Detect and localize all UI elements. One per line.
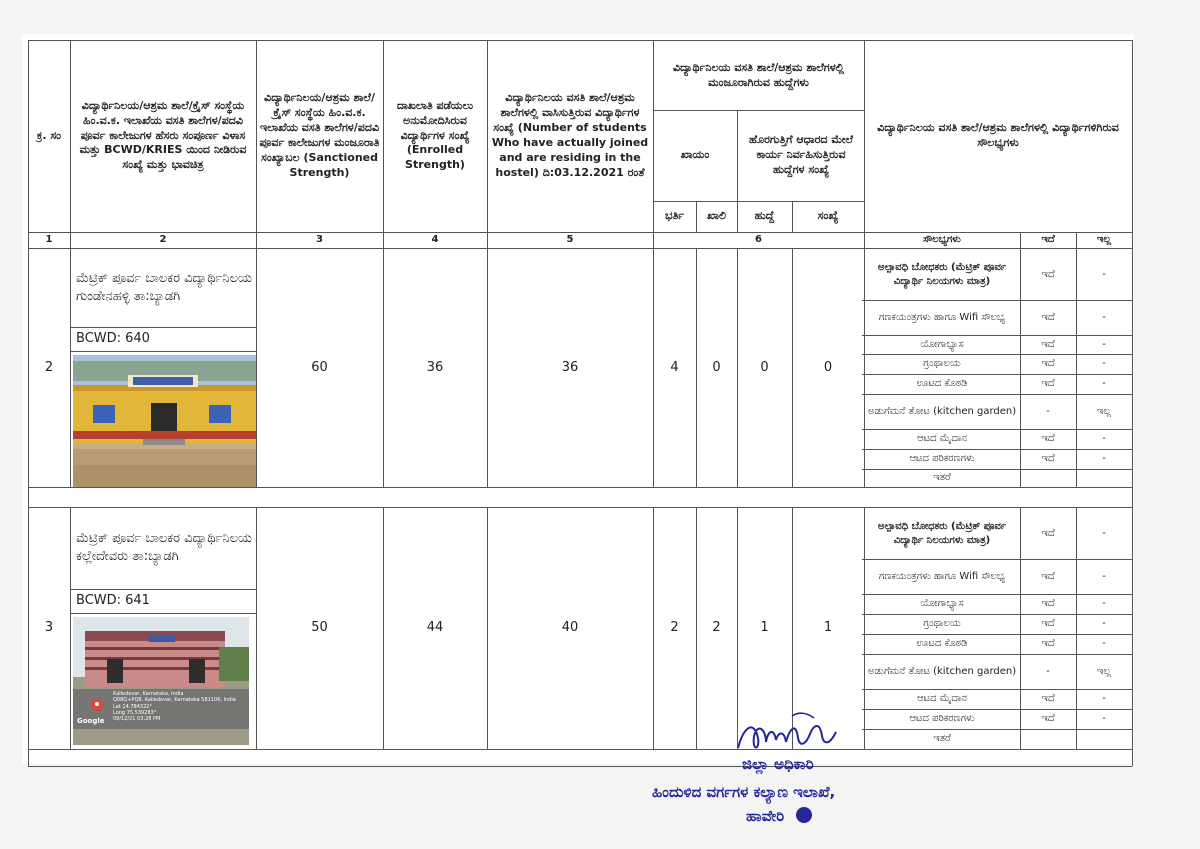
facility-yes: ಇದೆ [1041, 618, 1055, 630]
facility-name: ಅಲ್ಪಾವಧಿ ಬೋಧಕರು (ಮೆಟ್ರಿಕ್ ಪೂರ್ವ ವಿದ್ಯಾರ್ಥಿ ನಿಲಯಗಳು ಮಾತ್ರ) [877, 521, 1007, 546]
facility-name: ಅಡುಗೆಮನೆ ತೋಟ (kitchen garden) [867, 665, 1017, 677]
facility-yes: - [1046, 665, 1050, 677]
residing-value: 40 [561, 620, 579, 636]
header-residing: ವಿದ್ಯಾರ್ಥಿನಿಲಯ ವಸತಿ ಶಾಲೆ/ಆಶ್ರಮ ಶಾಲೆಗಳಲ್ಲಿ ವಾಸಿಸುತ್ತಿರುವ ವಿದ್ಯಾರ್ಥಿಗಳ ಸಂಖ್ಯೆ (Number of students Who have actually joined and are residing in the hostel) ದಿ:03.12.2021 ರಂತೆ [491, 91, 649, 179]
stamp-line-2: ಹಿಂದುಳಿದ ವರ್ಗಗಳ ಕಲ್ಯಾಣ ಇಲಾಖೆ, [652, 783, 836, 801]
facility-no: - [1102, 638, 1106, 650]
facility-no: - [1102, 570, 1106, 582]
facilities-yes-label: ಇದೆ [1041, 234, 1055, 246]
grid-line [864, 507, 865, 749]
header-serial: ಕ್ರ. ಸಂ [36, 128, 62, 142]
header-sanctioned: ವಿದ್ಯಾರ್ಥಿನಿಲಯ/ಆಶ್ರಮ ಶಾಲೆ/ಕ್ರೈಸ್ ಸಂಸ್ಥೆಯ ಹಿಂ.ವ.ಕ. ಇಲಾಖೆಯ ವಸತಿ ಶಾಲೆಗಳ/ಪದವಿ ಪೂರ್ವ ಕಾಲೇಜುಗಳ ಮಂಜೂರಾತಿ ಸಂಖ್ಯಾಬಲ (Sanctioned Strength) [259, 91, 380, 179]
outsourced-count-value: 1 [823, 620, 833, 636]
hostel-code: BCWD: 641 [76, 593, 150, 609]
outsourced-post-value: 0 [760, 359, 769, 375]
facility-no: - [1102, 358, 1106, 370]
header-permanent: ಖಾಯಂ [680, 148, 710, 162]
facility-yes: ಇದೆ [1041, 358, 1055, 370]
facility-yes: ಇದೆ [1041, 527, 1055, 539]
facility-no [1076, 469, 1132, 487]
enrolled-value: 36 [426, 359, 444, 375]
grid-line [1132, 40, 1133, 766]
signature [732, 708, 842, 760]
facility-no: - [1102, 713, 1106, 725]
header-post: ಹುದ್ದೆ [754, 209, 775, 223]
col-number: 5 [566, 234, 574, 246]
hostel-photo [73, 617, 249, 745]
header-filled: ಭರ್ತಿ [664, 209, 685, 223]
facility-yes: ಇದೆ [1041, 598, 1055, 610]
header-posts: ವಿದ್ಯಾರ್ಥಿನಿಲಯ ವಸತಿ ಶಾಲೆ/ಆಶ್ರಮ ಶಾಲೆಗಳಲ್ಲಿ ಮಂಜೂರಾಗಿರುವ ಹುದ್ದೆಗಳು [672, 61, 845, 89]
grid-line [70, 351, 256, 352]
facility-name: ಊಟದ ಕೊಠಡಿ [916, 378, 968, 390]
vacant-value: 2 [712, 620, 721, 636]
facilities-no-label: ಇಲ್ಲ [1096, 234, 1112, 246]
facility-no: - [1102, 598, 1106, 610]
facility-yes: ಇದೆ [1041, 268, 1055, 280]
facility-name: ಆಟದ ಮೈದಾನ [917, 433, 967, 445]
facility-name: ಗಣಕಯಂತ್ರಗಳು ಹಾಗೂ Wifi ಸೌಲಭ್ಯ [878, 311, 1006, 323]
col-number: 3 [316, 234, 323, 246]
header-outsourced: ಹೊರಗುತ್ತಿಗೆ ಆಧಾರದ ಮೇಲೆ ಕಾರ್ಯ ನಿರ್ವಹಿಸುತ್ತಿರುವ ಹುದ್ದೆಗಳ ಸಂಖ್ಯೆ [749, 133, 853, 176]
hostel-code: BCWD: 640 [76, 331, 150, 347]
filled-value: 4 [670, 359, 679, 375]
facility-name: ಊಟದ ಕೊಠಡಿ [916, 638, 968, 650]
row-serial: 3 [44, 620, 54, 636]
facility-yes [1020, 729, 1076, 749]
col-number: 4 [431, 234, 439, 246]
facility-name: ಆಟದ ಪರಿಕರಣಗಳು [909, 453, 975, 465]
facility-no: - [1102, 338, 1106, 350]
facility-no: - [1102, 618, 1106, 630]
facility-no: - [1102, 311, 1106, 323]
facility-yes: ಇದೆ [1041, 453, 1055, 465]
facility-yes: ಇದೆ [1041, 311, 1055, 323]
facility-no: - [1102, 693, 1106, 705]
hostel-name: ಮೆಟ್ರಿಕ್ ಪೂರ್ವ ಬಾಲಕರ ವಿದ್ಯಾರ್ಥಿನಿಲಯ ಗುಂಡೇನಹಳ್ಳಿ ತಾ:ಬ್ಯಾಡಗಿ [76, 270, 252, 304]
facility-name: ಯೋಗಾಭ್ಯಾಸ [920, 338, 964, 350]
residing-value: 36 [561, 359, 579, 375]
facility-name: ಯೋಗಾಭ್ಯಾಸ [920, 598, 964, 610]
enrolled-value: 44 [426, 620, 444, 636]
facilities-label: ಸೌಲಭ್ಯಗಳು [923, 234, 961, 246]
grid-line [70, 613, 256, 614]
facility-yes: ಇದೆ [1041, 693, 1055, 705]
outsourced-count-value: 0 [823, 359, 833, 375]
facility-yes: ಇದೆ [1041, 433, 1055, 445]
facility-no: ಇಲ್ಲ [1096, 665, 1112, 677]
stamp-line-3: ಹಾವೇರಿ [746, 807, 785, 825]
facility-yes: ಇದೆ [1041, 713, 1055, 725]
document-sheet [22, 34, 1134, 764]
facility-name: ಗಣಕಯಂತ್ರಗಳು ಹಾಗೂ Wifi ಸೌಲಭ್ಯ [878, 570, 1006, 582]
header-name: ವಿದ್ಯಾರ್ಥಿನಿಲಯ/ಆಶ್ರಮ ಶಾಲೆ/ಕ್ರೈಸ್ ಸಂಸ್ಥೆಯ ಹಿಂ.ವ.ಕ. ಇಲಾಖೆಯ ವಸತಿ ಶಾಲೆಗಳ/ಪದವಿ ಪೂರ್ವ ಕಾಲೇಜುಗಳ ಹೆಸರು ಸಂಪೂರ್ಣ ವಿಳಾಸ ಮತ್ತು BCWD/KRIES ಯಿಂದ ನೀಡಿರುವ ಸಂಖ್ಯೆ ಮತ್ತು ಭಾವಚಿತ್ರ [79, 98, 247, 172]
grid-line [28, 749, 1132, 750]
grid-line [28, 40, 1132, 41]
facility-no: - [1102, 268, 1106, 280]
facility-name: ಗ್ರಂಥಾಲಯ [923, 618, 961, 630]
facility-name: ಅಡುಗೆಮನೆ ತೋಟ (kitchen garden) [867, 405, 1017, 417]
photo-geotag: Kalledevar, Karnataka, India Q08Q+PQ8, Kalledevar, Karnataka 581106, India Lat 14.784322° Long 75.539283° 09/12/21 03:28 PM [113, 691, 236, 722]
grid-line [28, 766, 1132, 767]
grid-line [28, 487, 1132, 488]
hostel-photo [73, 355, 256, 487]
header-count: ಸಂಖ್ಯೆ [817, 209, 839, 223]
facility-name: ಅಲ್ಪಾವಧಿ ಬೋಧಕರು (ಮೆಟ್ರಿಕ್ ಪೂರ್ವ ವಿದ್ಯಾರ್ಥಿ ನಿಲಯಗಳು ಮಾತ್ರ) [877, 262, 1007, 287]
header-facilities: ವಿದ್ಯಾರ್ಥಿನಿಲಯ ವಸತಿ ಶಾಲೆ/ಆಶ್ರಮ ಶಾಲೆಗಳಲ್ಲಿ ವಿದ್ಯಾರ್ಥಿಗಳಿಗಿರುವ ಸೌಲಭ್ಯಗಳು [877, 121, 1119, 149]
facility-no [1076, 729, 1132, 749]
facility-no: ಇಲ್ಲ [1096, 405, 1112, 417]
sanctioned-value: 60 [311, 359, 328, 375]
facility-yes: ಇದೆ [1041, 338, 1055, 350]
facility-yes: ಇದೆ [1041, 570, 1055, 582]
header-vacant: ಖಾಲಿ [707, 209, 726, 223]
outsourced-post-value: 1 [760, 620, 769, 636]
facility-no: - [1102, 527, 1106, 539]
facility-name: ಆಟದ ಮೈದಾನ [917, 693, 967, 705]
header-enrolled: ದಾಖಲಾತಿ ಪಡೆಯಲು ಅನುಮೋದಿಸಿರುವ ವಿದ್ಯಾರ್ಥಿಗಳ ಸಂಖ್ಯೆ (Enrolled Strength) [396, 98, 474, 172]
col-number: 6 [755, 234, 762, 246]
facility-yes: - [1046, 405, 1050, 417]
facility-no: - [1102, 453, 1106, 465]
google-logo: Google [77, 717, 105, 725]
facility-no: - [1102, 378, 1106, 390]
facility-name: ಆಟದ ಪರಿಕರಣಗಳು [909, 713, 975, 725]
grid-line [864, 40, 865, 487]
filled-value: 2 [670, 620, 679, 636]
facility-name: ಇತರೆ [933, 733, 951, 745]
stamp-seal-mark [796, 807, 812, 823]
vacant-value: 0 [712, 359, 721, 375]
facility-no: - [1102, 433, 1106, 445]
col-number: 1 [45, 234, 53, 246]
hostel-name: ಮೆಟ್ರಿಕ್ ಪೂರ್ವ ಬಾಲಕರ ವಿದ್ಯಾರ್ಥಿನಿಲಯ ಕಲ್ಲೇದೇವರು ತಾ:ಬ್ಯಾಡಗಿ [76, 531, 252, 564]
row-serial: 2 [44, 359, 54, 375]
stamp-line-1: ಜಿಲ್ಲಾ ಅಧಿಕಾರಿ [742, 755, 814, 773]
facility-yes [1020, 469, 1076, 487]
col-number: 2 [159, 234, 167, 246]
facility-yes: ಇದೆ [1041, 638, 1055, 650]
facility-yes: ಇದೆ [1041, 378, 1055, 390]
facility-name: ಗ್ರಂಥಾಲಯ [923, 358, 961, 370]
facility-name: ಇತರೆ [933, 472, 951, 484]
sanctioned-value: 50 [311, 620, 328, 636]
